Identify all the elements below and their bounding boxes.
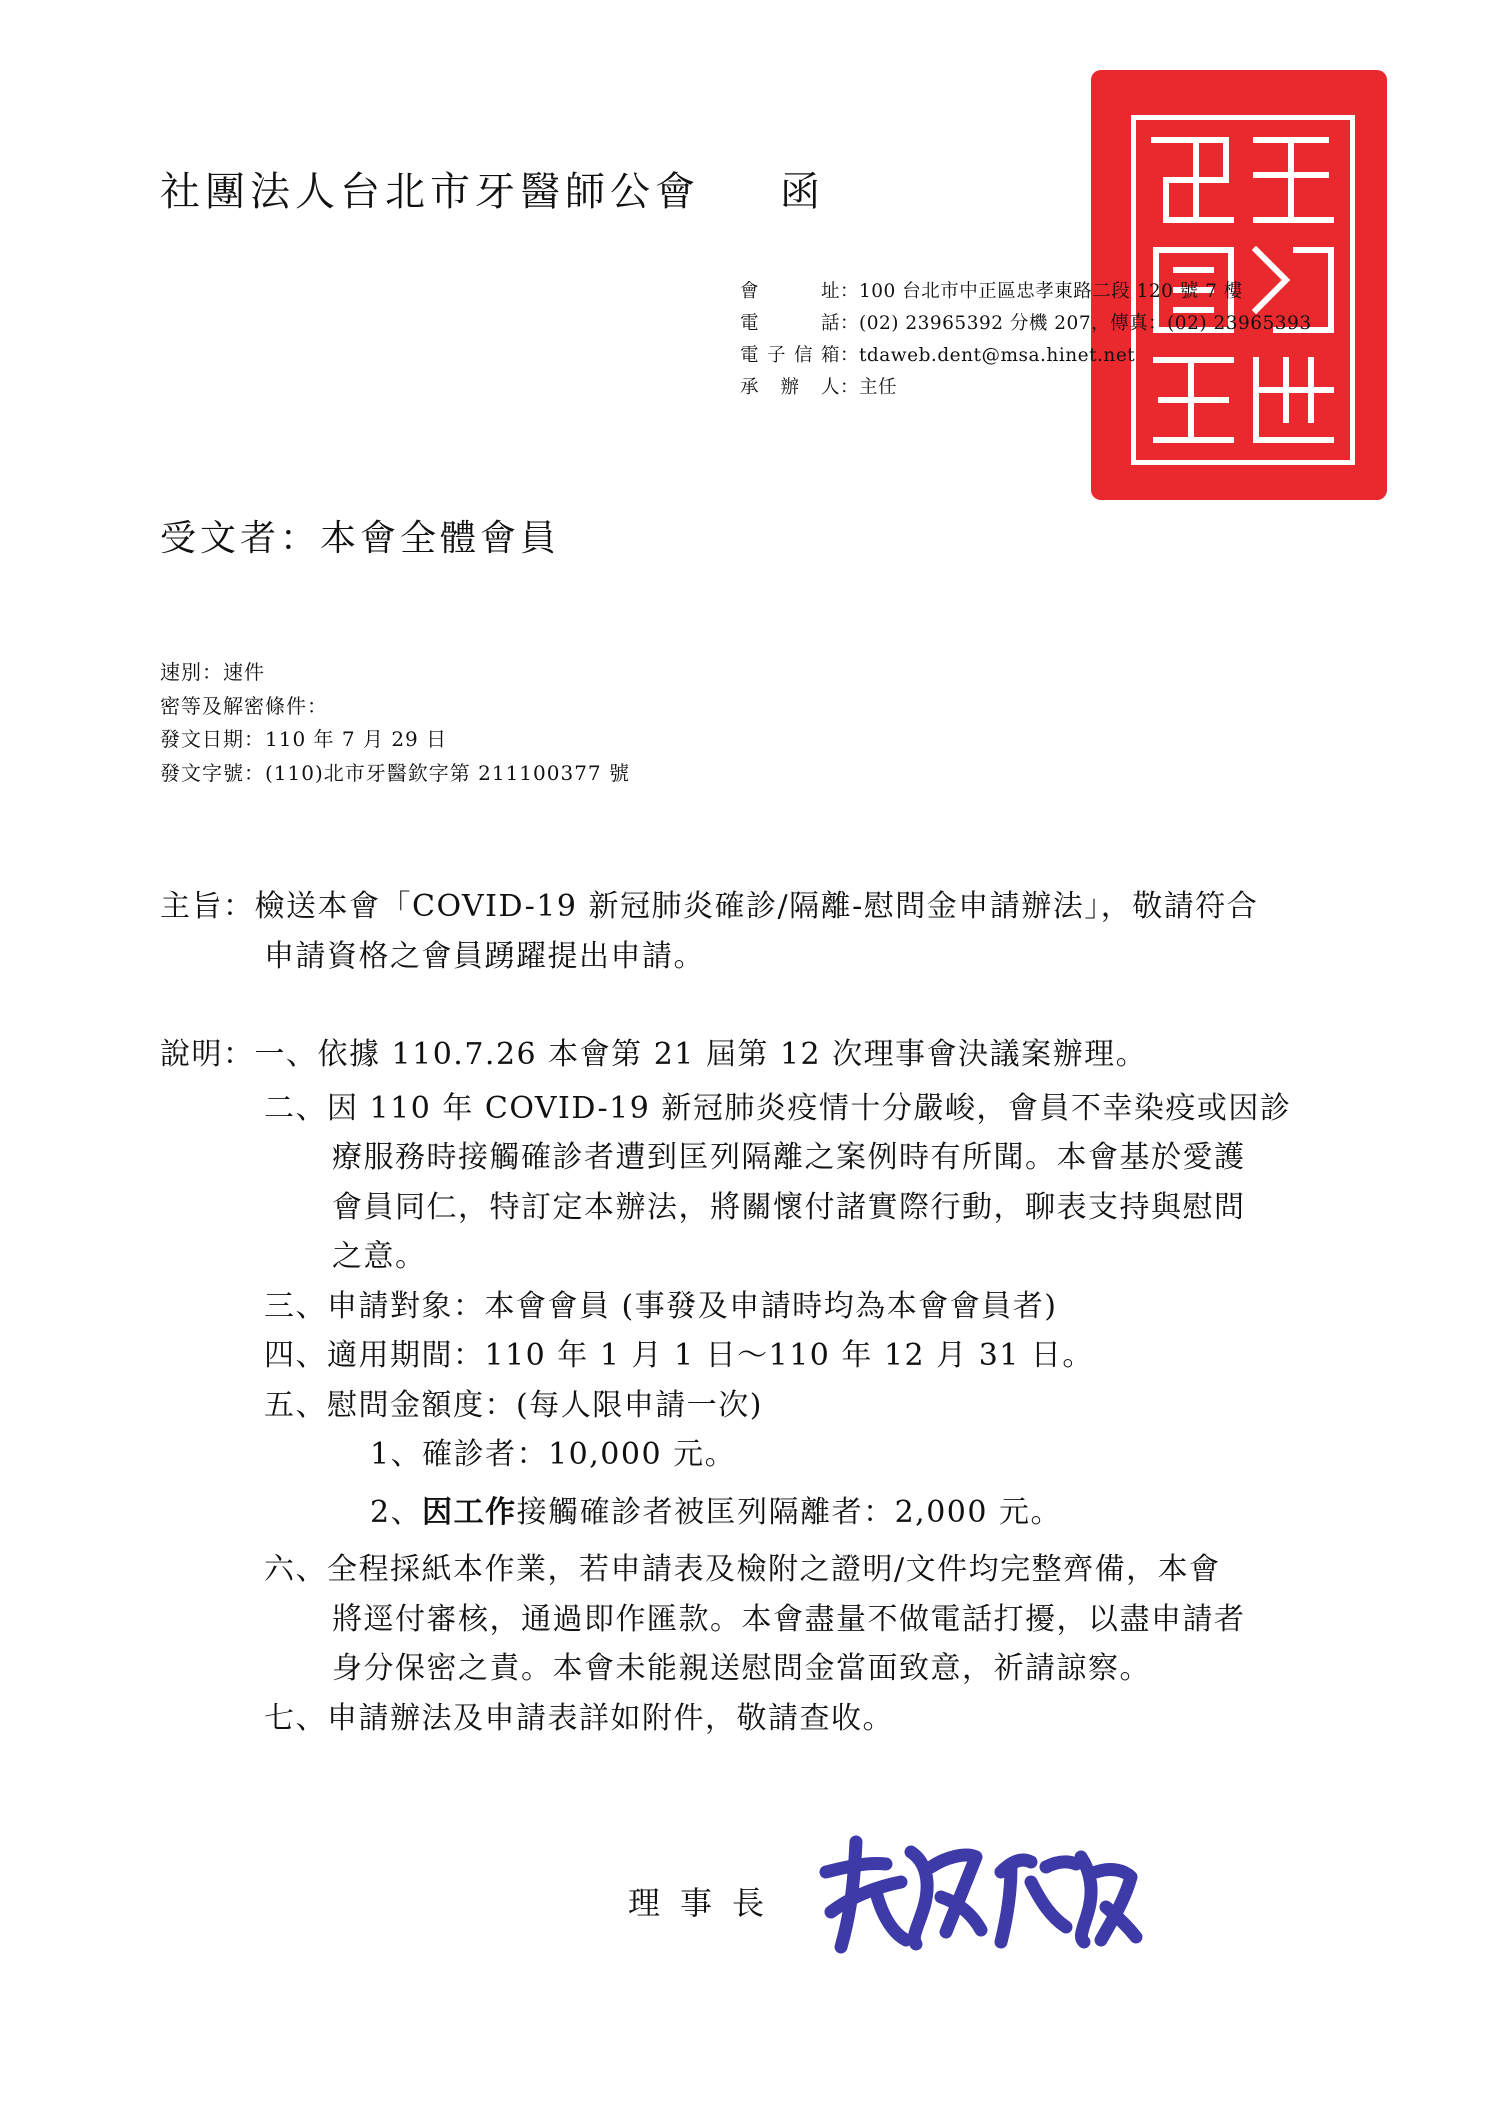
organization-name: 社團法人台北市牙醫師公會 <box>160 169 700 215</box>
sub-2-bold: 因工作 <box>422 1494 517 1530</box>
subject-line-1: 主旨：檢送本會「COVID-19 新冠肺炎確診/隔離-慰問金申請辦法」，敬請符合 <box>160 889 1259 924</box>
sub-2-prefix: 2、 <box>370 1494 423 1530</box>
address-value: ：100 台北市中正區忠孝東路二段 120 號 7 樓 <box>840 281 1243 302</box>
subject-line-2: 申請資格之會員踴躍提出申請。 <box>264 939 705 974</box>
email-value: ：tdaweb.dent@msa.hinet.net <box>840 345 1136 366</box>
handwritten-signature <box>806 1812 1146 1962</box>
handler-label: 承 辦 人 <box>740 377 840 398</box>
signature-name <box>0 0 1 1</box>
desc-item-1: 說明：一、依據 110.7.26 本會第 21 屆第 12 次理事會決議案辦理。 <box>160 1037 1148 1072</box>
desc-item-6-line-3: 身分保密之責。本會未能親送慰問金當面致意，祈請諒察。 <box>332 1651 1151 1686</box>
desc-item-5: 五、慰問金額度：(每人限申請一次) <box>264 1387 763 1423</box>
contact-handler <box>740 372 1312 404</box>
recipient-line: 受文者：本會全體會員 <box>160 518 561 559</box>
meta-number: 發文字號：(110)北市牙醫欽字第 211100377 號 <box>160 760 631 785</box>
document-meta <box>160 656 630 790</box>
description-section <box>160 1030 1291 1743</box>
document-type: 函 <box>780 169 820 215</box>
address-label: 會 址 <box>740 281 840 302</box>
email-label: 電子信箱 <box>740 345 840 366</box>
phone-value: ：(02) 23965392 分機 207，傳真：(02) 23965393 <box>840 313 1312 334</box>
contact-block <box>740 276 1312 404</box>
desc-item-7: 七、申請辦法及申請表詳如附件，敬請查收。 <box>264 1700 894 1736</box>
desc-item-6-line-1: 六、全程採紙本作業，若申請表及檢附之證明/文件均完整齊備，本會 <box>264 1552 1221 1587</box>
meta-speed: 速別：速件 <box>160 660 265 684</box>
meta-secrecy: 密等及解密條件： <box>160 693 328 718</box>
desc-item-2-line-2: 療服務時接觸確診者遭到匡列隔離之案例時有所聞。本會基於愛護 <box>332 1140 1246 1175</box>
desc-item-6-line-2: 將逕付審核，通過即作匯款。本會盡量不做電話打擾，以盡申請者 <box>332 1601 1246 1637</box>
phone-label: 電 話 <box>740 313 840 334</box>
desc-item-5-sub-2 <box>160 1488 1291 1538</box>
sub-2-rest: 接觸確診者被匡列隔離者：2,000 元。 <box>516 1494 1063 1530</box>
desc-item-5-sub-1: 1、確診者：10,000 元。 <box>370 1437 737 1472</box>
meta-date: 發文日期：110 年 7 月 29 日 <box>160 727 448 751</box>
chairman-title: 理事長 <box>628 1884 785 1922</box>
subject-section <box>160 882 1258 982</box>
desc-item-3: 三、申請對象：本會會員 (事發及申請時均為本會會員者) <box>264 1288 1058 1324</box>
desc-item-4: 四、適用期間：110 年 1 月 1 日～110 年 12 月 31 日。 <box>264 1338 1094 1373</box>
contact-phone <box>740 308 1312 340</box>
desc-item-2-line-3: 會員同仁，特訂定本辦法，將關懷付諸實際行動，聊表支持與慰問 <box>332 1189 1246 1225</box>
contact-address <box>740 276 1312 308</box>
desc-item-2-line-4: 之意。 <box>332 1239 427 1274</box>
handler-value: ：主任 <box>840 377 898 398</box>
contact-email <box>740 340 1312 372</box>
desc-item-2-line-1: 二、因 110 年 COVID-19 新冠肺炎疫情十分嚴峻，會員不幸染疫或因診 <box>264 1090 1292 1126</box>
